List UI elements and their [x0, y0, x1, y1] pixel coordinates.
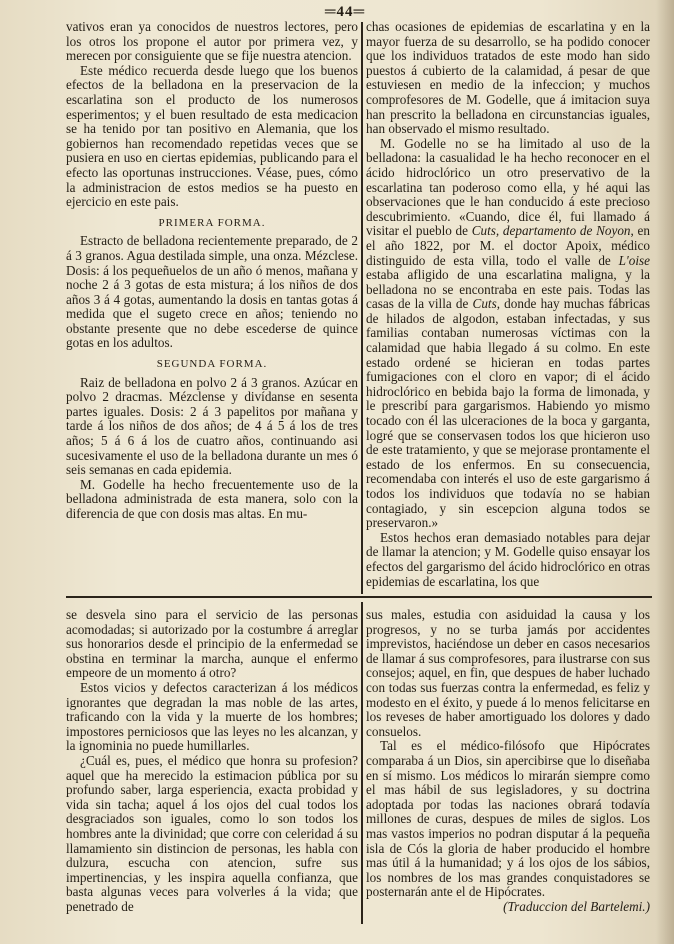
paragraph: Estos hechos eran demasiado notables para dejar de llamar la atencion; y M. Godelle quiso ensayar los efectos del gargarismo del ácido hidroclórico en otras epidemias de escarlatina, los que: [366, 529, 650, 589]
paragraph: vativos eran ya conocidos de nuestros lectores, pero los otros los propone el autor por primera vez, y merecen por consiguiente que se fije nuestra atencion.: [66, 19, 358, 64]
paragraph: Raiz de belladona en polvo 2 á 3 granos. Azúcar en polvo 2 dracmas. Mézclense y divídanse en sesenta partes iguales. Dosis: 2 á 3 papelitos por mañana y tarde á los niños de dos años; de 4 á 5 á los de tres años; 5 á 6 á los de cuatro años, continuando asi sucesivamente el uso de la belladona durante un mes ó seis semanas en cada epidemia.: [66, 374, 358, 478]
section-heading: SEGUNDA FORMA.: [156, 358, 268, 371]
paragraph: chas ocasiones de epidemias de escarlatina y en la mayor fuerza de su desarrollo, se ha podido conocer que los individuos tratados de este modo han sido puestos á cubierto de la calamidad, á pesar de que estuviesen en medio de la infeccion; y muchos comprofesores de M. Godelle, que á imitacion suya han prescrito la belladona en circunstancias iguales, han observado el mismo resultado.: [366, 19, 650, 137]
section-heading: PRIMERA FORMA.: [158, 216, 266, 229]
paragraph: M. Godelle ha hecho frecuentemente uso de la belladona administrada de esta manera, solo con la diferencia de que con dosis mas altas. En mu-: [66, 476, 358, 521]
column-divider-top: [361, 22, 363, 594]
paragraph: se desvela sino para el servicio de las personas acomodadas; si autorizado por la costumbre á arreglar sus honorarios desde el principio de la enfermedad se obstina en terminar la marcha, aunque el enfermo empeore de un momento á otro?: [66, 607, 358, 681]
paragraph: Estos vicios y defectos caracterizan á los médicos ignorantes que degradan la mas noble de las artes, traficando con la vida y la muerte de los hombres; impostores perniciosos que las leyes no les alcanzan, y la ignominia no puede humillarles.: [66, 679, 358, 754]
top-left-column: [66, 20, 358, 522]
paragraph: ¿Cuál es, pues, el médico que honra su profesion? aquel que ha merecido la estimacion pública por su profundo saber, larga esperiencia, exacta probidad y vida sin tacha; aquel á los ojos del cual todos los desgraciados son iguales, como lo son todos los hombres ante la divinidad; que corre con celeridad á su llamamiento sin distincion de personas, les habla con dulzura, escucha con atencion, sufre sus impertinencias, y les inspira aquella confianza, que basta algunas veces para volverles á la vida; que penetrado de: [66, 752, 358, 914]
page-spine-shadow: [656, 0, 674, 944]
bottom-right-column: [366, 608, 650, 914]
paragraph-godelle: M. Godelle no se ha limitado al uso de la belladona: la casualidad le ha hecho reconocer en el ácido hidroclórico un otro preservativo de la escarlatina tan poderoso como ella, y hé aqui las observaciones que le han conducido á este precioso descubrimiento. «Cuando, dice él, fui llamado á visitar el pueblo de Cuts, departamento de Noyon, en el año 1822, por M. el doctor Apoix, médico distinguido de esta villa, todo el valle de L'oise estaba afligido de una escarlatina maligna, y la belladona no se encontraba en este pais. Todas las casas de la villa de Cuts, donde hay muchas fábricas de hilados de algodon, estaban infectadas, y sus familias contaban numerosas víctimas con la calamidad que habia llegado á su colmo. En este estado ordené se hicieran en todas partes fumigaciones con el cloro en vapor; di el ácido hidroclórico en bebida bajo la forma de limonada, y le prescribí para gargarismos. Habiendo yo mismo tocado con él las ulceraciones de la boca y garganta, logré que se conservasen todos los que hicieron uso de este tratamiento, y que se mejorase prontamente el estado de los enfermos. En su consecuencia, recomendaba con interés el uso de este gargarismo á todos los individuos que todavía no se habian contagiado, y sin escepcion alguna todos se preservaron.»: [366, 135, 650, 531]
column-divider-bottom: [361, 602, 363, 924]
top-right-column: [366, 20, 650, 589]
page-number: ═44═: [324, 4, 366, 20]
attribution: (Traduccion del Bartelemi.): [503, 898, 650, 914]
horizontal-section-rule: [66, 596, 652, 598]
paragraph: Este médico recuerda desde luego que los buenos efectos de la belladona en la preservacion de la escarlatina son el producto de los numerosos esperimentos; y el buen resultado de esta medicacion se ha tenido por tan positivo en Alemania, que los gobiernos han recomendado repetidas veces que se pusiera en uso en ciertas epidemias, publicando para el efecto las oportunas instrucciones. Véase, pues, cómo la administracion de estos medios se ha puesto en ejercicio en este pais.: [66, 62, 358, 210]
paragraph: Tal es el médico-filósofo que Hipócrates comparaba á un Dios, sin apercibirse que lo diseñaba en sí mismo. Los médicos lo mirarán siempre como el mas hábil de sus legisladores, y su doctrina adoptada por todas las naciones obrará todavía millones de curas, despues de miles de siglos. Los mas vastos imperios no podran disputar á la pequeña isla de Cós la gloria de haber producido el hombre mas útil á la humanidad; y á los ojos de los sábios, los nombres de los mas grandes conquistadores se posternarán ante el de Hipócrates.: [366, 738, 650, 900]
paragraph: sus males, estudia con asiduidad la causa y los progresos, y no se turba jamás por accidentes imprevistos, haciéndose un deber en casos necesarios de llamar á sus comprofesores, para ilustrarse con sus consejos; aquel, en fin, que despues de haber luchado con todas sus fuerzas contra la enfermedad, es feliz y modesto en el éxito, y puede á lo menos felicitarse en los reveses de haber amortiguado los dolores y dado consuelos.: [366, 607, 650, 739]
paragraph: Estracto de belladona recientemente preparado, de 2 á 3 granos. Agua destilada simple, una onza. Mézclese. Dosis: á los pequeñuelos de un año ó menos, mañana y noche 2 á 3 gotas de esta mistura; á los niños de dos años 3 á 4 gotas, aumentando la dosis en tantas gotas á medida que el sugeto crece en años; teniendo no obstante presente que no debe escederse de quince gotas en los adultos.: [66, 233, 358, 351]
bottom-left-column: [66, 608, 358, 914]
